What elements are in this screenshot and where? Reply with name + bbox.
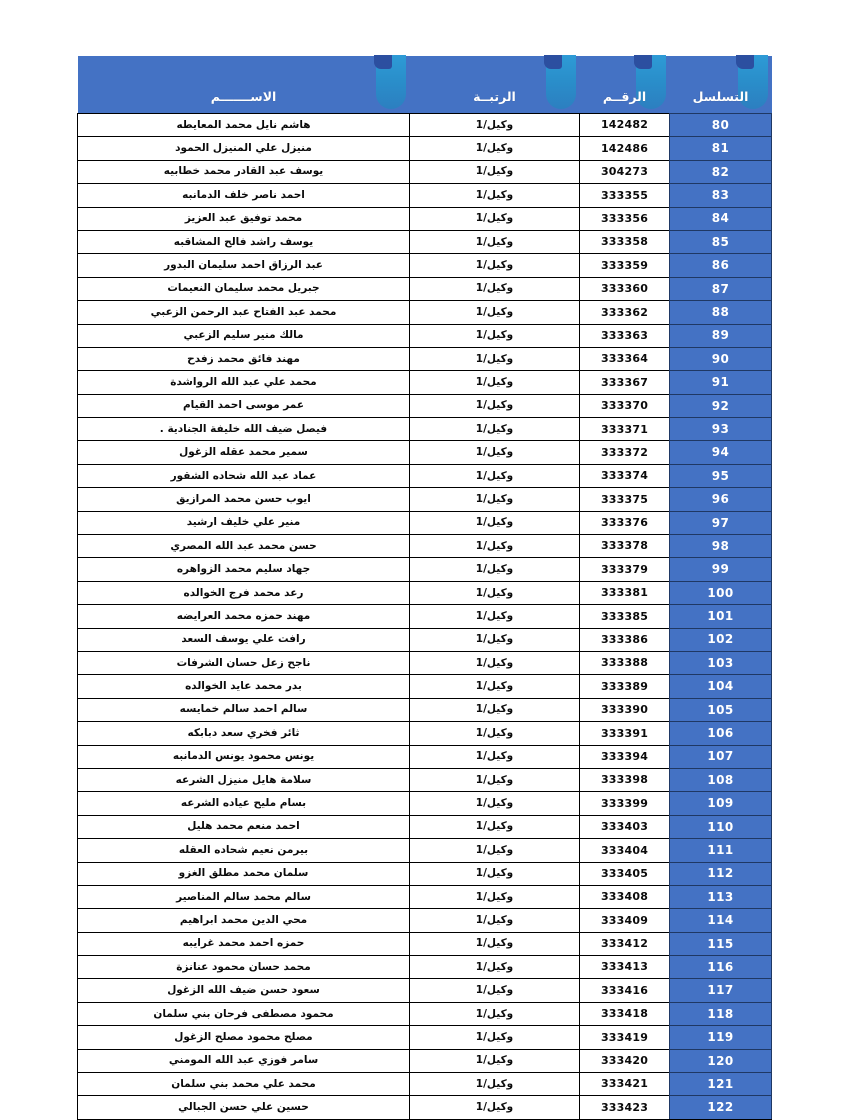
cell-rank: وكيل/1 bbox=[410, 277, 580, 300]
cell-number: 333379 bbox=[580, 558, 670, 581]
cell-name: محمد عبد الفتاح عبد الرحمن الزعبي bbox=[78, 301, 410, 324]
column-header-sequence-label: التسلسل bbox=[692, 89, 749, 104]
cell-sequence: 99 bbox=[670, 558, 772, 581]
cell-rank: وكيل/1 bbox=[410, 909, 580, 932]
cell-name: ثائر فخري سعد دبابكه bbox=[78, 722, 410, 745]
cell-number: 333375 bbox=[580, 488, 670, 511]
cell-name: مصلح محمود مصلح الزغول bbox=[78, 1026, 410, 1049]
cell-number: 333404 bbox=[580, 839, 670, 862]
cell-rank: وكيل/1 bbox=[410, 347, 580, 370]
cell-number: 333363 bbox=[580, 324, 670, 347]
cell-number: 304273 bbox=[580, 160, 670, 183]
cell-name: سعود حسن ضيف الله الزغول bbox=[78, 979, 410, 1002]
table-header bbox=[78, 56, 772, 114]
table-row bbox=[78, 558, 772, 581]
cell-number: 333398 bbox=[580, 768, 670, 791]
cell-name: محمد حسان محمود عنانزة bbox=[78, 956, 410, 979]
cell-sequence: 101 bbox=[670, 605, 772, 628]
table-row bbox=[78, 628, 772, 651]
column-header-sequence[interactable] bbox=[670, 56, 772, 114]
cell-sequence: 96 bbox=[670, 488, 772, 511]
table-row bbox=[78, 1002, 772, 1025]
cell-name: محمد علي محمد بني سلمان bbox=[78, 1073, 410, 1096]
cell-sequence: 81 bbox=[670, 137, 772, 160]
cell-sequence: 108 bbox=[670, 768, 772, 791]
cell-name: سمير محمد عقله الزغول bbox=[78, 441, 410, 464]
cell-rank: وكيل/1 bbox=[410, 371, 580, 394]
cell-number: 333355 bbox=[580, 184, 670, 207]
column-header-number-label: الرقــم bbox=[602, 89, 647, 104]
cell-name: مهند فائق محمد زفدح bbox=[78, 347, 410, 370]
table-row bbox=[78, 441, 772, 464]
cell-rank: وكيل/1 bbox=[410, 137, 580, 160]
cell-rank: وكيل/1 bbox=[410, 675, 580, 698]
header-tab-notch-icon bbox=[374, 55, 392, 69]
cell-sequence: 105 bbox=[670, 698, 772, 721]
cell-name: سلمان محمد مطلق الغزو bbox=[78, 862, 410, 885]
cell-number: 333372 bbox=[580, 441, 670, 464]
cell-sequence: 120 bbox=[670, 1049, 772, 1072]
table-row bbox=[78, 371, 772, 394]
column-header-name-label: الاســـــــم bbox=[210, 89, 277, 104]
cell-name: رعد محمد فرج الخوالده bbox=[78, 581, 410, 604]
cell-rank: وكيل/1 bbox=[410, 511, 580, 534]
table-row bbox=[78, 277, 772, 300]
cell-number: 142486 bbox=[580, 137, 670, 160]
cell-name: مالك منير سليم الزعبي bbox=[78, 324, 410, 347]
table-row bbox=[78, 464, 772, 487]
cell-rank: وكيل/1 bbox=[410, 464, 580, 487]
cell-sequence: 95 bbox=[670, 464, 772, 487]
table-body bbox=[78, 114, 772, 1120]
table-row bbox=[78, 230, 772, 253]
cell-number: 333423 bbox=[580, 1096, 670, 1119]
cell-number: 333420 bbox=[580, 1049, 670, 1072]
table-row bbox=[78, 815, 772, 838]
cell-number: 333364 bbox=[580, 347, 670, 370]
cell-name: احمد منعم محمد هليل bbox=[78, 815, 410, 838]
table-row bbox=[78, 605, 772, 628]
table-row bbox=[78, 675, 772, 698]
cell-rank: وكيل/1 bbox=[410, 628, 580, 651]
cell-rank: وكيل/1 bbox=[410, 184, 580, 207]
cell-number: 333412 bbox=[580, 932, 670, 955]
cell-rank: وكيل/1 bbox=[410, 839, 580, 862]
cell-rank: وكيل/1 bbox=[410, 301, 580, 324]
cell-number: 333385 bbox=[580, 605, 670, 628]
cell-sequence: 103 bbox=[670, 651, 772, 674]
cell-number: 142482 bbox=[580, 114, 670, 137]
table-row bbox=[78, 722, 772, 745]
cell-sequence: 88 bbox=[670, 301, 772, 324]
cell-name: مهند حمزه محمد العرايضه bbox=[78, 605, 410, 628]
table-row bbox=[78, 1026, 772, 1049]
table-row bbox=[78, 932, 772, 955]
cell-rank: وكيل/1 bbox=[410, 815, 580, 838]
cell-sequence: 93 bbox=[670, 418, 772, 441]
column-header-rank[interactable] bbox=[410, 56, 580, 114]
cell-number: 333419 bbox=[580, 1026, 670, 1049]
table-row bbox=[78, 1073, 772, 1096]
cell-name: سلامة هايل منيزل الشرعه bbox=[78, 768, 410, 791]
cell-sequence: 113 bbox=[670, 885, 772, 908]
cell-rank: وكيل/1 bbox=[410, 792, 580, 815]
cell-sequence: 107 bbox=[670, 745, 772, 768]
cell-name: احمد ناصر خلف الدمانبه bbox=[78, 184, 410, 207]
table-row bbox=[78, 745, 772, 768]
table-row bbox=[78, 418, 772, 441]
table-row bbox=[78, 301, 772, 324]
table-row bbox=[78, 651, 772, 674]
cell-rank: وكيل/1 bbox=[410, 932, 580, 955]
cell-sequence: 85 bbox=[670, 230, 772, 253]
cell-rank: وكيل/1 bbox=[410, 1049, 580, 1072]
cell-number: 333358 bbox=[580, 230, 670, 253]
cell-sequence: 83 bbox=[670, 184, 772, 207]
cell-name: حمزه احمد محمد غرايبه bbox=[78, 932, 410, 955]
cell-rank: وكيل/1 bbox=[410, 581, 580, 604]
table-row bbox=[78, 1049, 772, 1072]
table-row bbox=[78, 511, 772, 534]
cell-sequence: 121 bbox=[670, 1073, 772, 1096]
column-header-number[interactable] bbox=[580, 56, 670, 114]
cell-rank: وكيل/1 bbox=[410, 1073, 580, 1096]
cell-sequence: 109 bbox=[670, 792, 772, 815]
cell-name: ايوب حسن محمد المرازيق bbox=[78, 488, 410, 511]
cell-sequence: 94 bbox=[670, 441, 772, 464]
cell-rank: وكيل/1 bbox=[410, 1002, 580, 1025]
cell-rank: وكيل/1 bbox=[410, 230, 580, 253]
cell-number: 333386 bbox=[580, 628, 670, 651]
table-row bbox=[78, 909, 772, 932]
cell-number: 333360 bbox=[580, 277, 670, 300]
table-row bbox=[78, 114, 772, 137]
cell-rank: وكيل/1 bbox=[410, 605, 580, 628]
cell-name: بدر محمد عايد الخوالده bbox=[78, 675, 410, 698]
cell-rank: وكيل/1 bbox=[410, 722, 580, 745]
cell-number: 333390 bbox=[580, 698, 670, 721]
table-row bbox=[78, 160, 772, 183]
cell-rank: وكيل/1 bbox=[410, 324, 580, 347]
header-tab-notch-icon bbox=[736, 55, 754, 69]
cell-name: يوسف عبد القادر محمد خطابيه bbox=[78, 160, 410, 183]
cell-sequence: 90 bbox=[670, 347, 772, 370]
cell-name: هاشم نايل محمد المعايطه bbox=[78, 114, 410, 137]
cell-number: 333359 bbox=[580, 254, 670, 277]
cell-number: 333381 bbox=[580, 581, 670, 604]
cell-sequence: 87 bbox=[670, 277, 772, 300]
cell-sequence: 82 bbox=[670, 160, 772, 183]
cell-rank: وكيل/1 bbox=[410, 160, 580, 183]
cell-sequence: 89 bbox=[670, 324, 772, 347]
cell-rank: وكيل/1 bbox=[410, 768, 580, 791]
cell-sequence: 114 bbox=[670, 909, 772, 932]
cell-number: 333362 bbox=[580, 301, 670, 324]
cell-sequence: 104 bbox=[670, 675, 772, 698]
cell-rank: وكيل/1 bbox=[410, 956, 580, 979]
cell-sequence: 106 bbox=[670, 722, 772, 745]
cell-sequence: 111 bbox=[670, 839, 772, 862]
table-row bbox=[78, 137, 772, 160]
cell-number: 333376 bbox=[580, 511, 670, 534]
cell-rank: وكيل/1 bbox=[410, 535, 580, 558]
cell-name: منيزل علي المنيزل الحمود bbox=[78, 137, 410, 160]
table-row bbox=[78, 324, 772, 347]
cell-number: 333356 bbox=[580, 207, 670, 230]
table-row bbox=[78, 956, 772, 979]
cell-sequence: 115 bbox=[670, 932, 772, 955]
cell-rank: وكيل/1 bbox=[410, 207, 580, 230]
cell-rank: وكيل/1 bbox=[410, 1026, 580, 1049]
cell-number: 333394 bbox=[580, 745, 670, 768]
cell-number: 333378 bbox=[580, 535, 670, 558]
cell-number: 333371 bbox=[580, 418, 670, 441]
table-row bbox=[78, 885, 772, 908]
cell-number: 333409 bbox=[580, 909, 670, 932]
table-row bbox=[78, 698, 772, 721]
header-tab-notch-icon bbox=[634, 55, 652, 69]
cell-name: يونس محمود يونس الدمانبه bbox=[78, 745, 410, 768]
cell-rank: وكيل/1 bbox=[410, 745, 580, 768]
cell-number: 333367 bbox=[580, 371, 670, 394]
cell-number: 333399 bbox=[580, 792, 670, 815]
cell-sequence: 118 bbox=[670, 1002, 772, 1025]
cell-rank: وكيل/1 bbox=[410, 558, 580, 581]
cell-name: بسام مليح عياده الشرعه bbox=[78, 792, 410, 815]
cell-sequence: 112 bbox=[670, 862, 772, 885]
cell-number: 333370 bbox=[580, 394, 670, 417]
cell-rank: وكيل/1 bbox=[410, 254, 580, 277]
cell-name: حسن محمد عبد الله المصري bbox=[78, 535, 410, 558]
cell-rank: وكيل/1 bbox=[410, 418, 580, 441]
cell-sequence: 84 bbox=[670, 207, 772, 230]
cell-name: محمد توفيق عبد العزيز bbox=[78, 207, 410, 230]
cell-name: ناجح زعل حسان الشرفات bbox=[78, 651, 410, 674]
table-row bbox=[78, 535, 772, 558]
cell-name: يوسف راشد فالح المشاقبه bbox=[78, 230, 410, 253]
cell-name: رافت علي يوسف السعد bbox=[78, 628, 410, 651]
table-row bbox=[78, 347, 772, 370]
cell-number: 333413 bbox=[580, 956, 670, 979]
cell-sequence: 116 bbox=[670, 956, 772, 979]
table-row bbox=[78, 254, 772, 277]
table-row bbox=[78, 792, 772, 815]
cell-name: جهاد سليم محمد الزواهره bbox=[78, 558, 410, 581]
cell-sequence: 100 bbox=[670, 581, 772, 604]
cell-number: 333416 bbox=[580, 979, 670, 1002]
cell-rank: وكيل/1 bbox=[410, 698, 580, 721]
column-header-rank-label: الرتبــة bbox=[473, 89, 516, 104]
table-row bbox=[78, 979, 772, 1002]
roster-table-container bbox=[78, 56, 772, 1120]
table-row bbox=[78, 581, 772, 604]
cell-name: سالم احمد سالم خمايسه bbox=[78, 698, 410, 721]
table-row bbox=[78, 394, 772, 417]
cell-name: سامر فوزي عبد الله المومني bbox=[78, 1049, 410, 1072]
cell-sequence: 98 bbox=[670, 535, 772, 558]
cell-name: عمر موسى احمد القيام bbox=[78, 394, 410, 417]
cell-name: جبريل محمد سليمان النعيمات bbox=[78, 277, 410, 300]
cell-rank: وكيل/1 bbox=[410, 394, 580, 417]
header-row bbox=[78, 56, 772, 114]
cell-number: 333374 bbox=[580, 464, 670, 487]
cell-number: 333421 bbox=[580, 1073, 670, 1096]
cell-sequence: 86 bbox=[670, 254, 772, 277]
cell-sequence: 92 bbox=[670, 394, 772, 417]
cell-number: 333408 bbox=[580, 885, 670, 908]
cell-name: محمد علي عبد الله الرواشدة bbox=[78, 371, 410, 394]
cell-name: محي الدين محمد ابراهيم bbox=[78, 909, 410, 932]
cell-sequence: 122 bbox=[670, 1096, 772, 1119]
cell-rank: وكيل/1 bbox=[410, 885, 580, 908]
cell-sequence: 102 bbox=[670, 628, 772, 651]
cell-number: 333403 bbox=[580, 815, 670, 838]
cell-sequence: 80 bbox=[670, 114, 772, 137]
table-row bbox=[78, 839, 772, 862]
header-tab-notch-icon bbox=[544, 55, 562, 69]
cell-number: 333388 bbox=[580, 651, 670, 674]
cell-name: محمود مصطفى فرحان بني سلمان bbox=[78, 1002, 410, 1025]
column-header-name[interactable] bbox=[78, 56, 410, 114]
cell-rank: وكيل/1 bbox=[410, 862, 580, 885]
cell-sequence: 110 bbox=[670, 815, 772, 838]
cell-rank: وكيل/1 bbox=[410, 441, 580, 464]
table-row bbox=[78, 1096, 772, 1119]
cell-rank: وكيل/1 bbox=[410, 979, 580, 1002]
table-row bbox=[78, 768, 772, 791]
cell-number: 333405 bbox=[580, 862, 670, 885]
cell-sequence: 91 bbox=[670, 371, 772, 394]
cell-sequence: 97 bbox=[670, 511, 772, 534]
cell-name: بيرمن نعيم شحاده العقله bbox=[78, 839, 410, 862]
cell-rank: وكيل/1 bbox=[410, 1096, 580, 1119]
cell-name: عبد الرزاق احمد سليمان البدور bbox=[78, 254, 410, 277]
cell-number: 333418 bbox=[580, 1002, 670, 1025]
cell-number: 333389 bbox=[580, 675, 670, 698]
cell-number: 333391 bbox=[580, 722, 670, 745]
table-row bbox=[78, 184, 772, 207]
table-row bbox=[78, 488, 772, 511]
cell-rank: وكيل/1 bbox=[410, 651, 580, 674]
cell-rank: وكيل/1 bbox=[410, 114, 580, 137]
cell-name: فيصل ضيف الله خليفة الجنادية . bbox=[78, 418, 410, 441]
cell-sequence: 117 bbox=[670, 979, 772, 1002]
cell-name: سالم محمد سالم المناصير bbox=[78, 885, 410, 908]
cell-name: منير علي خليف ارشيد bbox=[78, 511, 410, 534]
cell-name: حسين علي حسن الجبالي bbox=[78, 1096, 410, 1119]
table-row bbox=[78, 862, 772, 885]
cell-rank: وكيل/1 bbox=[410, 488, 580, 511]
cell-sequence: 119 bbox=[670, 1026, 772, 1049]
cell-name: عماد عبد الله شحاده الشقور bbox=[78, 464, 410, 487]
table-row bbox=[78, 207, 772, 230]
roster-table bbox=[77, 56, 772, 1120]
